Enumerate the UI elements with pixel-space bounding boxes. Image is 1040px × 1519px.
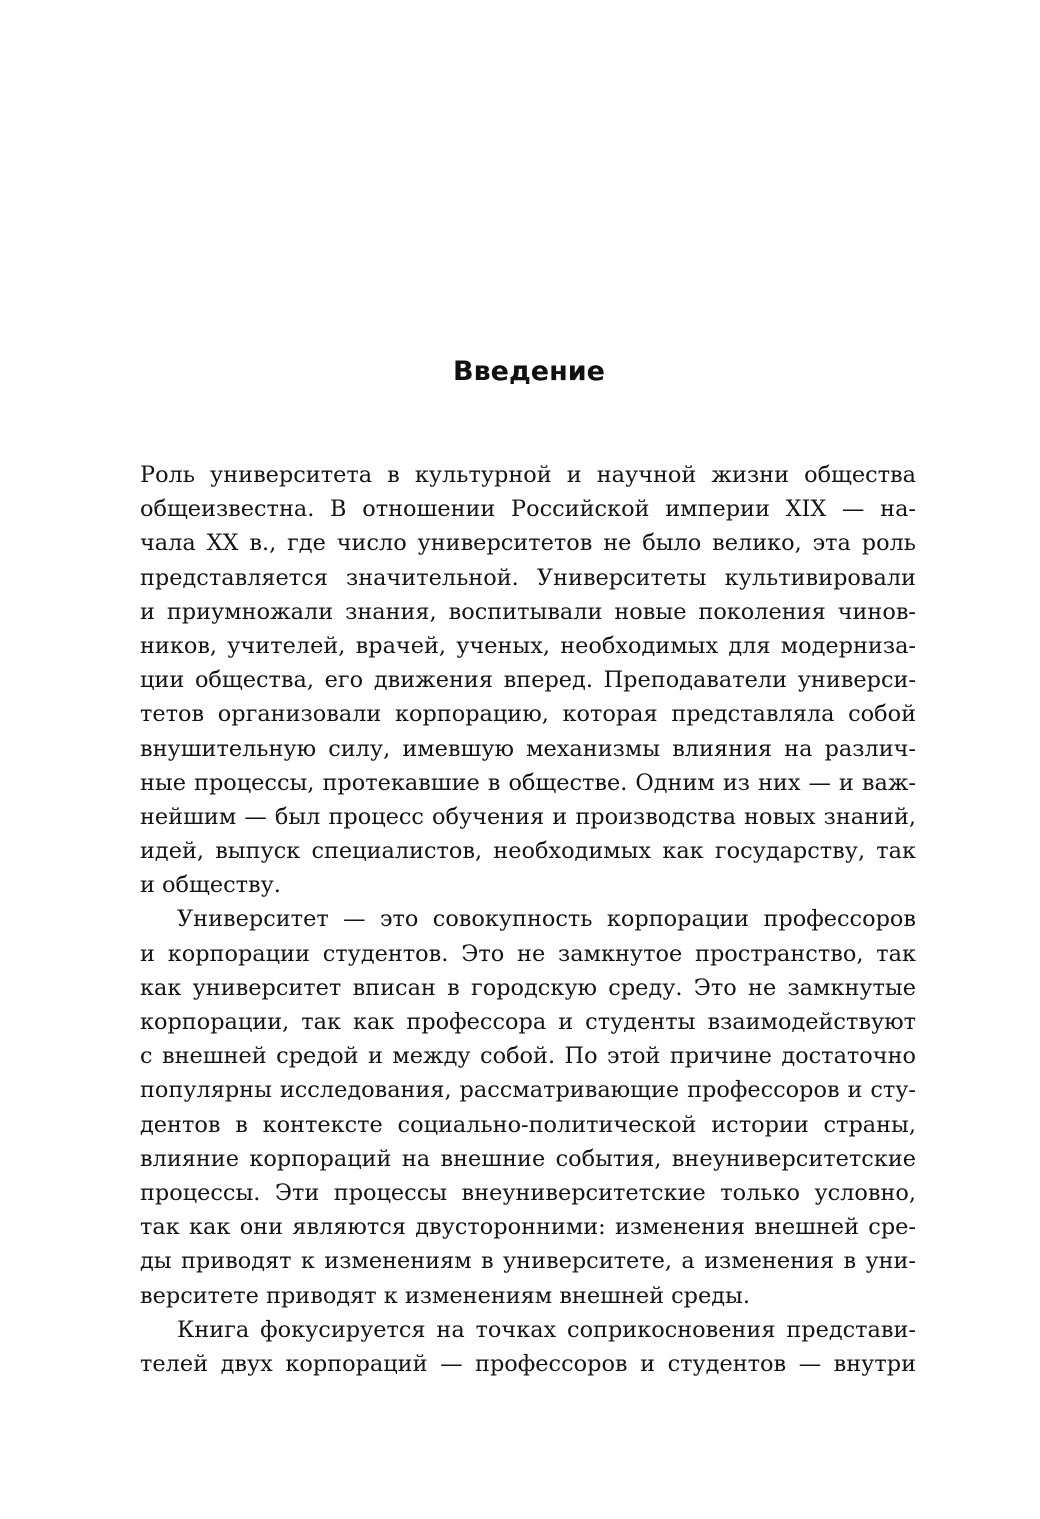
text-line: процессы. Эти процессы внеуниверситетские только условно, xyxy=(140,1179,916,1206)
text-line: идей, выпуск специалистов, необходимых как государству, так xyxy=(140,838,916,865)
text-line: дентов в контексте социально-политической истории страны, xyxy=(140,1111,916,1138)
text-line: ции общества, его движения вперед. Преподаватели универси- xyxy=(140,667,916,694)
text-line: и обществу. xyxy=(140,872,281,899)
text-line: нейшим — был процесс обучения и производства новых знаний, xyxy=(140,803,916,830)
text-line: так как они являются двусторонними: изменения внешней сре- xyxy=(140,1214,916,1241)
text-line: тетов организовали корпорацию, которая представляла собой xyxy=(140,701,916,728)
text-line: Роль университета в культурной и научной жизни общества xyxy=(140,462,916,488)
text-line: и корпорации студентов. Это не замкнутое пространство, так xyxy=(140,940,916,967)
text-line: влияние корпораций на внешние события, внеуниверситетские xyxy=(140,1145,916,1172)
text-line: корпорации, так как профессора и студенты взаимодействуют xyxy=(140,1009,916,1035)
text-line: Университет — это совокупность корпорации профессоров xyxy=(177,906,916,933)
chapter-body xyxy=(140,458,916,1381)
text-line: ные процессы, протекавшие в обществе. Одним из них — и важ- xyxy=(140,769,916,796)
text-line: чала XX в., где число университетов не было велико, эта роль xyxy=(140,530,916,557)
text-line: и приумножали знания, воспитывали новые поколения чинов- xyxy=(140,598,916,625)
text-line: внушительную силу, имевшую механизмы влияния на различ- xyxy=(140,735,916,762)
text-line: общеизвестна. В отношении Российской империи XIX — на- xyxy=(140,496,916,523)
text-line: популярны исследования, рассматривающие профессоров и сту- xyxy=(140,1077,916,1104)
text-line: верситете приводят к изменениям внешней среды. xyxy=(140,1282,750,1309)
text-line: ды приводят к изменениям в университете, а изменения в уни- xyxy=(140,1248,916,1275)
text-line: Книга фокусируется на точках соприкосновения представи- xyxy=(177,1316,916,1343)
text-line: с внешней средой и между собой. По этой причине достаточно xyxy=(140,1043,916,1070)
text-line: ников, учителей, врачей, ученых, необходимых для модерниза- xyxy=(140,632,916,659)
text-line: как университет вписан в городскую среду. Это не замкнутые xyxy=(140,974,916,1001)
text-line: телей двух корпораций — профессоров и студентов — внутри xyxy=(140,1350,916,1377)
paragraph-3 xyxy=(140,1313,916,1381)
chapter-title: Введение xyxy=(453,356,605,387)
text-line: представляется значительной. Университеты культивировали xyxy=(140,564,916,591)
paragraph-1 xyxy=(140,458,916,902)
paragraph-2 xyxy=(140,902,916,1312)
